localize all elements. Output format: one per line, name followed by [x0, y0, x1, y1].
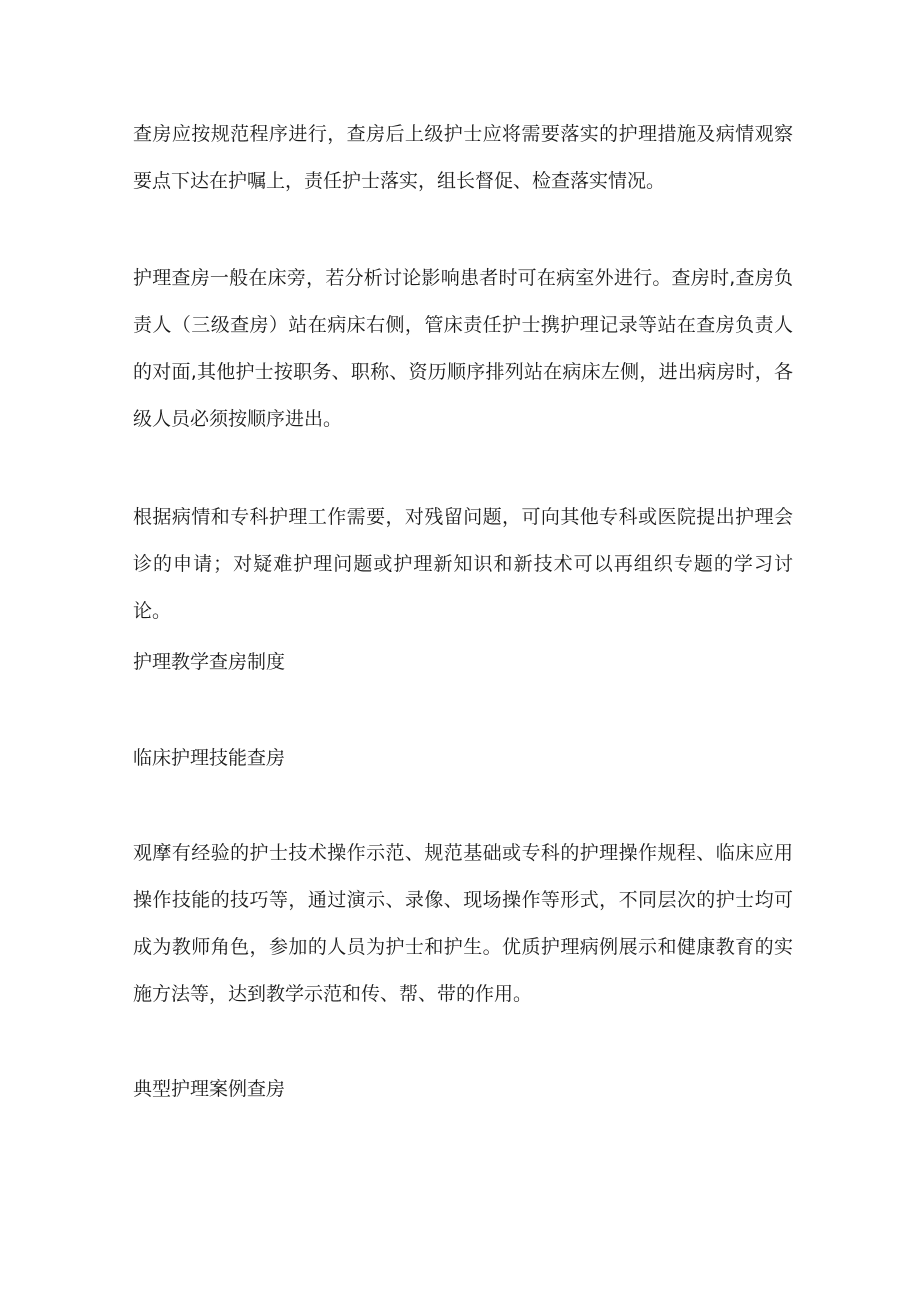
heading-typical-case-rounds: 典型护理案例查房 — [133, 1078, 286, 1100]
paragraph-skills-demonstration: 观摩有经验的护士技术操作示范、规范基础或专科的护理操作规程、临床应用操作技能的技巧等，通过演示、录像、现场操作等形式，不同层次的护士均可成为教师角色，参加的人员为护士和护生。优质护理病例展示和健康教育的实施方法等，达到教学示范和传、帮、带的作用。 — [133, 842, 793, 1005]
paragraph-bedside-rounds: 护理查房一般在床旁，若分析讨论影响患者时可在病室外进行。查房时,查房负责人（三级查房）站在病床右侧，管床责任护士携护理记录等站在查房负责人的对面,其他护士按职务、职称、资历顺序排列站在病床左侧，进出病房时，各级人员必须按顺序进出。 — [133, 267, 793, 430]
paragraph-rounds-procedure: 查房应按规范程序进行，查房后上级护士应将需要落实的护理措施及病情观察要点下达在护嘱上，责任护士落实，组长督促、检查落实情况。 — [133, 123, 793, 192]
paragraph-consultation-request: 根据病情和专科护理工作需要，对残留问题，可向其他专科或医院提出护理会诊的申请；对疑难护理问题或护理新知识和新技术可以再组织专题的学习讨论。 — [133, 506, 793, 622]
heading-clinical-skills-rounds: 临床护理技能查房 — [133, 747, 286, 769]
heading-teaching-rounds-system: 护理教学查房制度 — [133, 651, 286, 673]
